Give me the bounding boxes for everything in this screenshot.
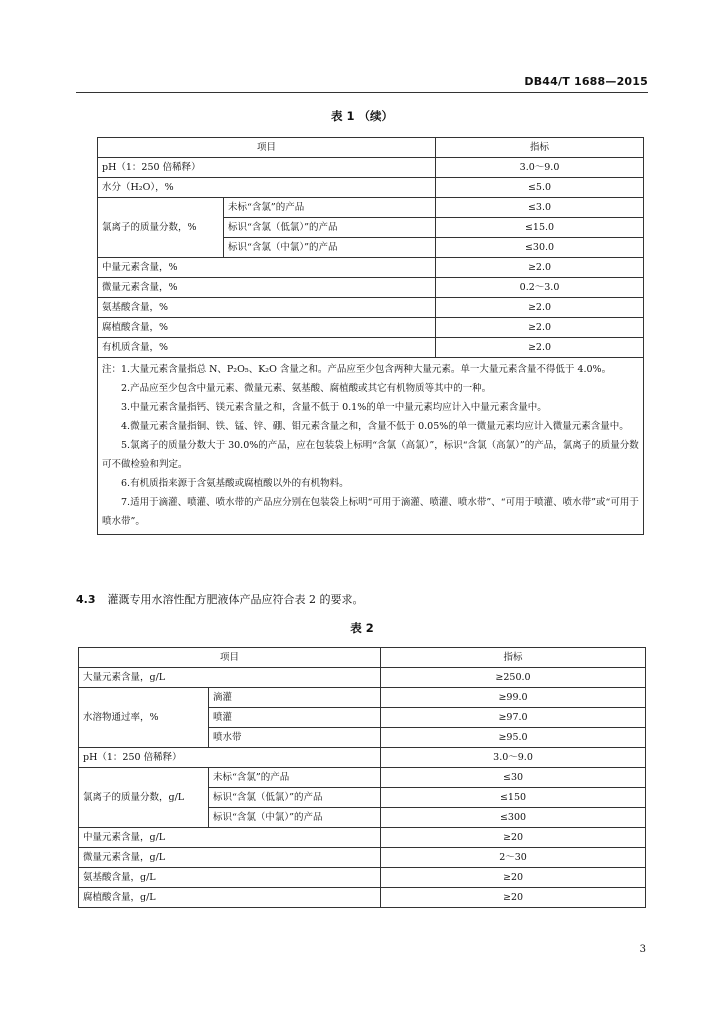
- table1-col-item: 项目: [98, 138, 436, 158]
- note-1: 注：1.大量元素含量指总 N、P₂O₅、K₂O 含量之和。产品应至少包含两种大量元素。单一大量元素含量不得低于 4.0%。: [102, 364, 612, 375]
- row-value: ≥250.0: [381, 668, 646, 688]
- table1-notes: [98, 358, 644, 535]
- table1: [97, 137, 644, 535]
- table-row: [79, 888, 646, 908]
- table-row: [98, 158, 644, 178]
- table2-caption: 表 2: [350, 621, 374, 635]
- row-value: ≥2.0: [436, 258, 644, 278]
- note-7: 7.适用于滴灌、喷灌、喷水带的产品应分别在包装袋上标明“可用于滴灌、喷灌、喷水带”、“可用于喷灌、喷水带”或“可用于喷水带”。: [102, 497, 639, 527]
- table-row: [79, 688, 646, 708]
- table-row: [79, 768, 646, 788]
- page-number: 3: [639, 944, 646, 955]
- chloride-label: 氯离子的质量分数，g/L: [79, 768, 209, 828]
- table1-col-value: 指标: [436, 138, 644, 158]
- row-value: ≥2.0: [436, 298, 644, 318]
- table-row: [79, 668, 646, 688]
- note-5: 5.氯离子的质量分数大于 30.0%的产品，应在包装袋上标明“含氯（高氯）”，标识“含氯（高氯）”的产品，氯离子的质量分数可不做检验和判定。: [102, 440, 639, 470]
- table1-header-row: [98, 138, 644, 158]
- row-label: 微量元素含量，%: [98, 278, 436, 298]
- sub-value: ≤30: [381, 768, 646, 788]
- row-label: 中量元素含量，g/L: [79, 828, 381, 848]
- row-value: ≥2.0: [436, 318, 644, 338]
- sub-label: 标识“含氯（低氯）”的产品: [224, 218, 436, 238]
- table1-notes-row: [98, 358, 644, 535]
- row-value: ≥2.0: [436, 338, 644, 358]
- table-row: [98, 298, 644, 318]
- table-row: [79, 748, 646, 768]
- note-4: 4.微量元素含量指铜、铁、锰、锌、硼、钼元素含量之和，含量不低于 0.05%的单一微量元素均应计入微量元素含量中。: [121, 421, 629, 432]
- row-label: 氨基酸含量，g/L: [79, 868, 381, 888]
- sub-value: ≥97.0: [381, 708, 646, 728]
- table-row: [98, 278, 644, 298]
- row-value: ≥20: [381, 888, 646, 908]
- sub-label: 未标“含氯”的产品: [209, 768, 381, 788]
- row-label: 水分（H₂O），%: [98, 178, 436, 198]
- sub-label: 标识“含氯（中氯）”的产品: [209, 808, 381, 828]
- table-row: [98, 338, 644, 358]
- sub-value: ≤300: [381, 808, 646, 828]
- table-row: [98, 198, 644, 218]
- sub-value: ≥99.0: [381, 688, 646, 708]
- row-label: 腐植酸含量，%: [98, 318, 436, 338]
- table2-header-row: [79, 648, 646, 668]
- sub-value: ≤15.0: [436, 218, 644, 238]
- table2-col-item: 项目: [79, 648, 381, 668]
- row-label: 有机质含量，%: [98, 338, 436, 358]
- row-label: 微量元素含量，g/L: [79, 848, 381, 868]
- chloride-label: 氯离子的质量分数，%: [98, 198, 224, 258]
- row-value: 2～30: [381, 848, 646, 868]
- standard-code: DB44/T 1688—2015: [524, 75, 648, 88]
- row-label: pH（1：250 倍稀释）: [98, 158, 436, 178]
- table-row: [79, 828, 646, 848]
- row-value: ≥20: [381, 828, 646, 848]
- flow-label: 水溶物通过率，%: [79, 688, 209, 748]
- sub-label: 标识“含氯（中氯）”的产品: [224, 238, 436, 258]
- table1-caption: 表 1 （续）: [330, 109, 393, 123]
- note-3: 3.中量元素含量指钙、镁元素含量之和，含量不低于 0.1%的单一中量元素均应计入中量元素含量中。: [121, 402, 547, 413]
- row-value: ≤5.0: [436, 178, 644, 198]
- table-row: [98, 258, 644, 278]
- sub-label: 标识“含氯（低氯）”的产品: [209, 788, 381, 808]
- row-label: 大量元素含量，g/L: [79, 668, 381, 688]
- table-row: [79, 848, 646, 868]
- sub-label: 喷灌: [209, 708, 381, 728]
- sub-value: ≤3.0: [436, 198, 644, 218]
- table-row: [98, 318, 644, 338]
- row-value: 0.2～3.0: [436, 278, 644, 298]
- section-text: 灌溉专用水溶性配方肥液体产品应符合表 2 的要求。: [107, 593, 364, 606]
- row-value: 3.0～9.0: [436, 158, 644, 178]
- header-rule: [76, 92, 648, 93]
- row-value: ≥20: [381, 868, 646, 888]
- row-label: 氨基酸含量，%: [98, 298, 436, 318]
- sub-value: ≤150: [381, 788, 646, 808]
- table-row: [98, 178, 644, 198]
- row-label: pH（1：250 倍稀释）: [79, 748, 381, 768]
- row-label: 中量元素含量，%: [98, 258, 436, 278]
- sub-value: ≤30.0: [436, 238, 644, 258]
- note-6: 6.有机质指来源于含氨基酸或腐植酸以外的有机物料。: [121, 478, 349, 489]
- sub-label: 未标“含氯”的产品: [224, 198, 436, 218]
- sub-label: 滴灌: [209, 688, 381, 708]
- note-2: 2.产品应至少包含中量元素、微量元素、氨基酸、腐植酸或其它有机物质等其中的一种。: [121, 383, 492, 394]
- row-value: 3.0～9.0: [381, 748, 646, 768]
- table2-col-value: 指标: [381, 648, 646, 668]
- sub-label: 喷水带: [209, 728, 381, 748]
- sub-value: ≥95.0: [381, 728, 646, 748]
- table-row: [79, 868, 646, 888]
- row-label: 腐植酸含量，g/L: [79, 888, 381, 908]
- table2: [78, 647, 646, 908]
- section-number: 4.3: [76, 593, 96, 606]
- section-4-3: [76, 591, 364, 607]
